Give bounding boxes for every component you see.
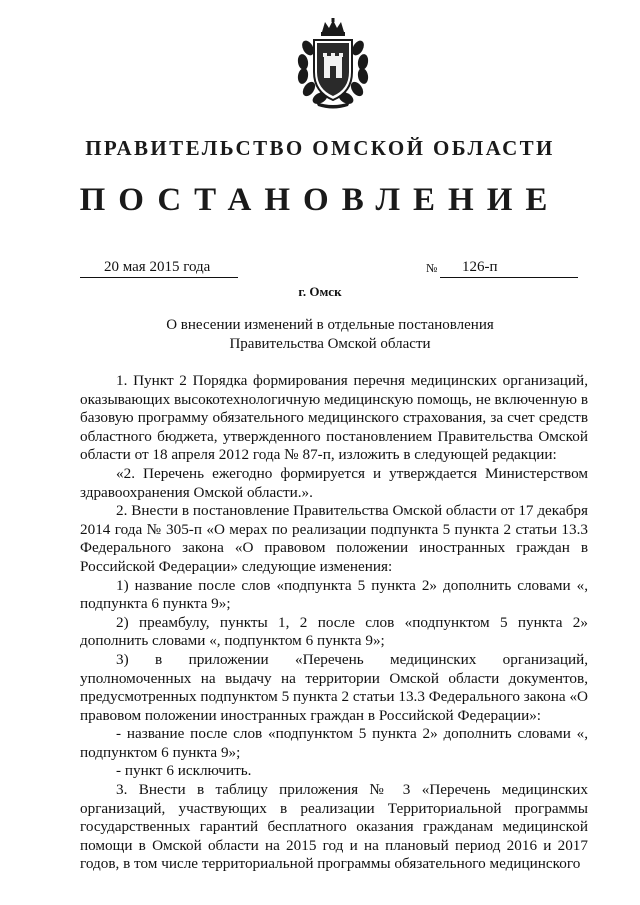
document-type-title: ПОСТАНОВЛЕНИЕ: [79, 182, 561, 218]
document-date: 20 мая 2015 года: [80, 258, 238, 278]
body-paragraph: - название после слов «подпунктом 5 пункта 2» дополнить словами «, подпунктом 6 пункта 9»;: [80, 725, 588, 761]
subject-line: Правительства Омской области: [229, 336, 431, 352]
number-label: №: [426, 261, 438, 275]
subject-line: О внесении изменений в отдельные постановления: [166, 317, 494, 333]
organization-title: ПРАВИТЕЛЬСТВО ОМСКОЙ ОБЛАСТИ: [85, 136, 555, 160]
body-paragraph: «2. Перечень ежегодно формируется и утверждается Министерством здравоохранения Омской области.».: [80, 464, 588, 501]
coat-of-arms-omsk-region-icon: [294, 18, 372, 110]
body-paragraph: 2) преамбулу, пункты 1, 2 после слов «подпунктом 5 пункта 2» дополнить словами «, подпунктом 6 пункта 9»;: [80, 613, 588, 650]
city-label: г. Омск: [298, 284, 342, 299]
body-paragraph: 3. Внести в таблицу приложения № 3 «Перечень медицинских организаций, участвующих в реализации Территориальной программы государственных гарантий бесплатного оказания гражданам медицинской помощи в Омской области на 2015 год и на плановый период 2016 и 2017 годов, в том числе территориальной программы обязательного медицинского: [80, 781, 588, 873]
body-paragraph: 1. Пункт 2 Порядка формирования перечня медицинских организаций, оказывающих высокотехнологичную медицинскую помощь, не включенную в базовую программу обязательного медицинского страхования, за счет средств областного бюджета, утвержденного постановлением Правительства Омской области от 18 апреля 2012 года № 87-п, изложить в следующей редакции:: [80, 372, 588, 464]
document-number: 126-п: [440, 258, 578, 278]
document-subject: [160, 316, 500, 354]
document-body: [80, 372, 588, 874]
body-paragraph: 3) в приложении «Перечень медицинских организаций, уполномоченных на выдачу на территории Омской области документов, предусмотренных подпунктом 5 пункта 2 статьи 13.3 Федерального закона «О правовом положении иностранных граждан в Российской Федерации»:: [80, 650, 588, 724]
body-paragraph: 2. Внести в постановление Правительства Омской области от 17 декабря 2014 года № 305-п «О мерах по реализации подпункта 5 пункта 2 статьи 13.3 Федерального закона «О правовом положении иностранных граждан в Российской Федерации» следующие изменения:: [80, 502, 588, 575]
body-paragraph: 1) название после слов «подпункта 5 пункта 2» дополнить словами «, подпункта 6 пункта 9»;: [80, 576, 588, 613]
body-paragraph: - пункт 6 исключить.: [116, 762, 252, 780]
